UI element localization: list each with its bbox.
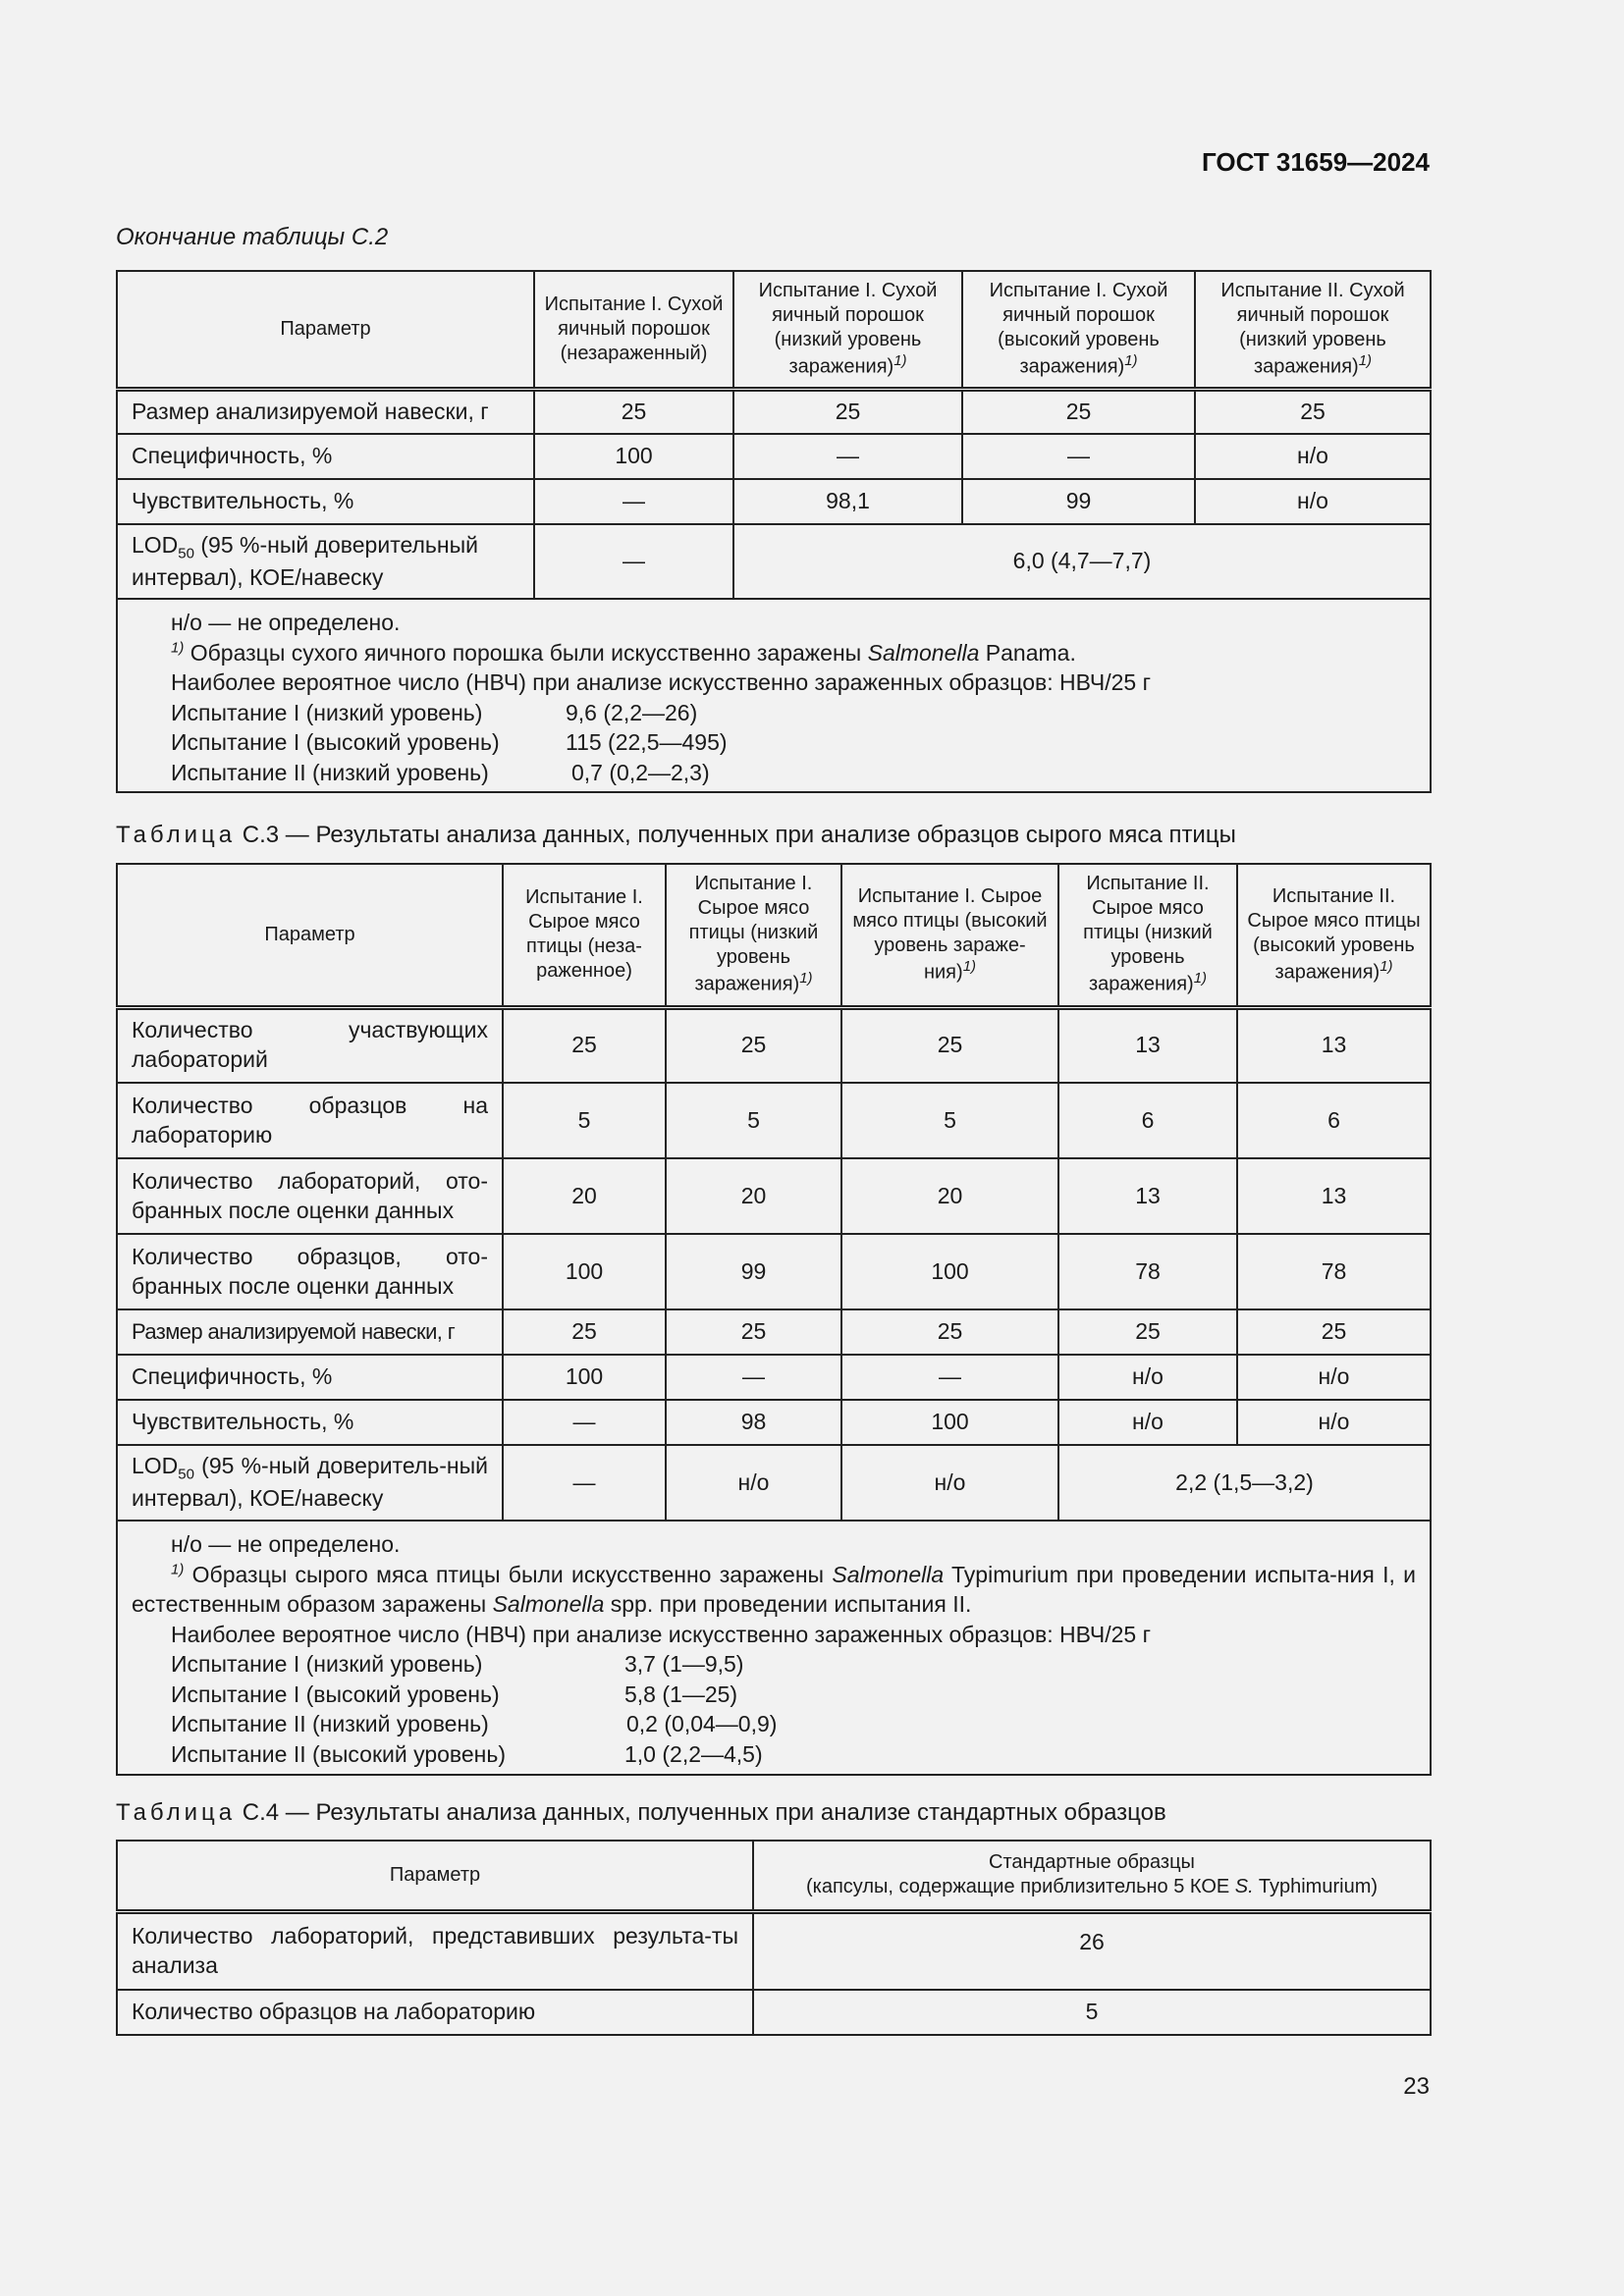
table-row [117,1309,1431,1355]
table-row [117,1355,1431,1400]
row-param: Количество образцов, ото-бранных после оценки данных [117,1234,503,1309]
cell: — [962,434,1195,479]
table-row [117,1007,1431,1083]
cell: 6 [1237,1083,1431,1158]
table-c4 [116,1840,1432,2036]
note-mpn-title: Наиболее вероятное число (НВЧ) при анализе искусственно зараженных образцов: НВЧ/25 г [171,669,1151,696]
table-c4-caption: Таблица С.4 — Результаты анализа данных, полученных при анализе стандартных образцов [116,1799,1166,1826]
cell-merged: 2,2 (1,5—3,2) [1058,1445,1431,1521]
cell: 25 [962,389,1195,434]
table-row [117,1158,1431,1234]
cell: 20 [503,1158,666,1234]
cell: 5 [503,1083,666,1158]
cell: — [733,434,962,479]
note-footnote: $^{1)}$ Образцы сухого яичного порошка были искусственно заражены Salmonella Panama. [171,638,1076,666]
cell: 98 [666,1400,841,1445]
row-param-lod: $LOD_{50}$ (95 %-ный доверитель-ный интервал), КОЕ/навеску [117,1445,503,1521]
note-na: н/о — не определено. [171,1531,401,1557]
table-row [117,1234,1431,1309]
cell: н/о [1058,1400,1237,1445]
table-row [117,1400,1431,1445]
cell: 5 [841,1083,1058,1158]
note-mpn-item: Испытание I (высокий уровень) 115 (22,5—495) [171,729,728,756]
cell: 78 [1237,1234,1431,1309]
table-c3-header-param: Параметр [117,864,503,1007]
cell: 100 [503,1234,666,1309]
cell: н/о [1195,434,1431,479]
cell: 25 [1237,1309,1431,1355]
cell: н/о [666,1445,841,1521]
cell: 5 [666,1083,841,1158]
table-c2-continuation-caption: Окончание таблицы С.2 [116,224,389,250]
table-row-lod [117,524,1431,599]
table-row [117,479,1431,524]
cell: н/о [841,1445,1058,1521]
cell: — [503,1400,666,1445]
cell: 25 [503,1007,666,1083]
cell: н/о [1237,1400,1431,1445]
row-param: Специфичность, % [117,1355,503,1400]
row-param: Специфичность, % [117,434,534,479]
table-c3 [116,863,1432,1776]
note-mpn-item: Испытание I (высокий уровень) 5,8 (1—25) [171,1681,738,1707]
cell: 78 [1058,1234,1237,1309]
table-c4-header-param: Параметр [117,1841,753,1911]
cell: — [666,1355,841,1400]
table-c3-header-col1: Испытание I. Сырое мясо птицы (неза-раженное) [503,864,666,1007]
row-param: Количество участвующих лабораторий [117,1007,503,1083]
cell: 100 [534,434,733,479]
cell: 13 [1058,1158,1237,1234]
cell: 13 [1237,1007,1431,1083]
table-c3-header-col5: Испытание II. Сырое мясо птицы (высокий уровень заражения)$^{1)}$ [1237,864,1431,1007]
cell-merged: 6,0 (4,7—7,7) [733,524,1431,599]
table-c2-header-col3: Испытание I. Сухой яичный порошок (высокий уровень заражения)$^{1)}$ [962,271,1195,389]
cell: 99 [666,1234,841,1309]
document-code: ГОСТ 31659—2024 [1202,147,1430,177]
table-c2-header-col2: Испытание I. Сухой яичный порошок (низкий уровень заражения)$^{1)}$ [733,271,962,389]
table-row [117,434,1431,479]
table-row [117,1911,1431,1990]
note-footnote: $^{1)}$ Образцы сырого мяса птицы были искусственно заражены Salmonella Typimurium при проведении испыта-ния I, и естественным образом заражены Salmonella spp. при проведении испытания II. [132,1560,1416,1618]
cell: 25 [666,1309,841,1355]
cell: 25 [503,1309,666,1355]
note-mpn-item: Испытание II (высокий уровень) 1,0 (2,2—4,5) [171,1741,763,1768]
cell: — [534,479,733,524]
row-param: Размер анализируемой навески, г [117,389,534,434]
table-row [117,389,1431,434]
table-row-lod [117,1445,1431,1521]
cell: н/о [1237,1355,1431,1400]
table-c3-header-col2: Испытание I. Сырое мясо птицы (низкий уровень заражения)$^{1)}$ [666,864,841,1007]
cell: н/о [1058,1355,1237,1400]
cell: 25 [1058,1309,1237,1355]
note-mpn-item: Испытание II (низкий уровень) 0,2 (0,04—0,9) [171,1711,778,1737]
table-c3-header-col4: Испытание II. Сырое мясо птицы (низкий уровень заражения)$^{1)}$ [1058,864,1237,1007]
cell: 20 [666,1158,841,1234]
row-param: Чувствительность, % [117,479,534,524]
table-c2-notes [117,599,1431,792]
note-na: н/о — не определено. [171,610,401,635]
table-c3-header-col3: Испытание I. Сырое мясо птицы (высокий уровень зараже-ния)$^{1)}$ [841,864,1058,1007]
cell: 25 [1195,389,1431,434]
table-c4-header-value: Стандартные образцы (капсулы, содержащие приблизительно 5 КОЕ S. Typhimurium) [753,1841,1431,1911]
note-mpn-item: Испытание I (низкий уровень) 9,6 (2,2—26) [171,699,698,725]
cell: 100 [841,1234,1058,1309]
cell: — [841,1355,1058,1400]
table-c3-notes [117,1521,1431,1775]
cell: 6 [1058,1083,1237,1158]
table-c2-header-col4: Испытание II. Сухой яичный порошок (низкий уровень заражения)$^{1)}$ [1195,271,1431,389]
page-number: 23 [1403,2073,1430,2100]
cell: н/о [1195,479,1431,524]
table-c3-caption: Таблица С.3 — Результаты анализа данных, полученных при анализе образцов сырого мяса птицы [116,822,1236,848]
cell: 25 [666,1007,841,1083]
row-param: Количество лабораторий, представивших результа-ты анализа [117,1911,753,1990]
table-c2-header-col1: Испытание I. Сухой яичный порошок (незараженный) [534,271,733,389]
cell: 25 [534,389,733,434]
table-c2 [116,270,1432,793]
table-row [117,1990,1431,2035]
cell: 100 [841,1400,1058,1445]
row-param: Количество лабораторий, ото-бранных после оценки данных [117,1158,503,1234]
row-param-lod: $LOD_{50}$ (95 %-ный доверительный интервал), КОЕ/навеску [117,524,534,599]
note-mpn-item: Испытание I (низкий уровень) 3,7 (1—9,5) [171,1651,744,1678]
table-c2-header-param: Параметр [117,271,534,389]
row-param: Количество образцов на лабораторию [117,1990,753,2035]
row-param: Чувствительность, % [117,1400,503,1445]
cell: 100 [503,1355,666,1400]
cell: 25 [733,389,962,434]
cell: 25 [841,1309,1058,1355]
cell: 25 [841,1007,1058,1083]
row-param: Количество образцов на лабораторию [117,1083,503,1158]
table-notes-row [117,599,1431,792]
cell: — [534,524,733,599]
cell: 98,1 [733,479,962,524]
cell: 13 [1058,1007,1237,1083]
cell: 99 [962,479,1195,524]
table-notes-row [117,1521,1431,1775]
note-mpn-title: Наиболее вероятное число (НВЧ) при анализе искусственно зараженных образцов: НВЧ/25 г [171,1621,1151,1647]
table-row [117,1083,1431,1158]
cell: — [503,1445,666,1521]
cell: 20 [841,1158,1058,1234]
note-mpn-item: Испытание II (низкий уровень) 0,7 (0,2—2,3) [171,759,710,785]
cell: 5 [753,1990,1431,2035]
cell: 26 [753,1911,1431,1990]
row-param: Размер анализируемой навески, г [117,1309,503,1355]
cell: 13 [1237,1158,1431,1234]
